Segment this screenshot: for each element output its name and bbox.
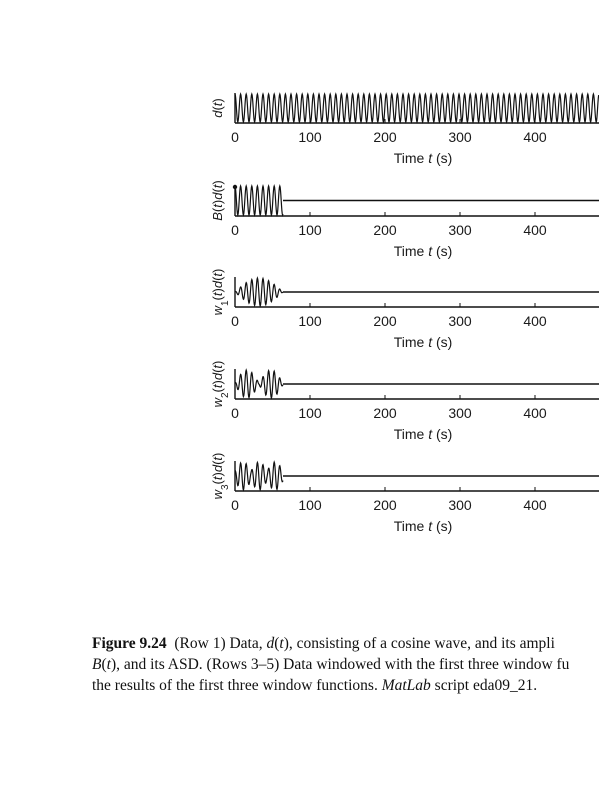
caption-figure-label: Figure 9.24 [92, 635, 167, 652]
chart-panel-4 [210, 361, 599, 442]
x-tick-label: 100 [298, 129, 322, 145]
chart-panel-5 [210, 453, 599, 534]
x-axis-label: Time t (s) [393, 243, 453, 259]
chart-panel-1 [210, 93, 599, 166]
y-axis-label: $w_2(t)d(t)$ [210, 360, 231, 408]
caption-line-3: the results of the first three window functions. MatLab script eda09_21. [92, 677, 538, 694]
x-tick-label: 300 [448, 222, 472, 238]
x-tick-label: 100 [298, 222, 322, 238]
x-tick-label: 0 [231, 313, 239, 329]
x-tick-label: 0 [231, 497, 239, 513]
x-tick-label: 200 [373, 405, 397, 421]
x-tick-label: 200 [373, 313, 397, 329]
y-axis-label: $w_1(t)d(t)$ [210, 268, 231, 316]
y-axis-label: $w_3(t)d(t)$ [210, 452, 231, 500]
caption-line [92, 654, 599, 675]
caption-line-2: B(t), and its ASD. (Rows 3–5) Data windowed with the first three window fu [92, 656, 570, 673]
signal-trace [235, 370, 283, 398]
x-tick-label: 300 [448, 497, 472, 513]
x-tick-label: 0 [231, 222, 239, 238]
x-axis-label: Time t (s) [393, 150, 453, 166]
x-tick-label: 100 [298, 405, 322, 421]
start-marker [233, 185, 237, 189]
x-tick-label: 400 [523, 129, 547, 145]
x-tick-label: 400 [523, 405, 547, 421]
signal-trace [235, 94, 599, 122]
y-axis-label: d(t) [210, 98, 225, 118]
x-axis-label: Time t (s) [393, 334, 453, 350]
x-tick-label: 200 [373, 129, 397, 145]
x-tick-label: 400 [523, 497, 547, 513]
x-tick-label: 300 [448, 129, 472, 145]
caption-line [92, 633, 599, 654]
signal-trace [235, 186, 283, 215]
figure-caption [92, 633, 599, 696]
x-tick-label: 0 [231, 129, 239, 145]
x-tick-label: 400 [523, 313, 547, 329]
x-tick-label: 300 [448, 405, 472, 421]
x-axis-label: Time t (s) [393, 518, 453, 534]
caption-line [92, 675, 599, 696]
x-tick-label: 200 [373, 222, 397, 238]
y-axis-label: B(t)d(t) [210, 180, 225, 221]
signal-trace [235, 462, 283, 490]
signal-trace [235, 278, 283, 306]
x-tick-label: 400 [523, 222, 547, 238]
x-tick-label: 0 [231, 405, 239, 421]
chart-panel-2 [210, 180, 599, 259]
x-tick-label: 100 [298, 497, 322, 513]
chart-panel-3 [210, 269, 599, 350]
x-tick-label: 200 [373, 497, 397, 513]
x-tick-label: 100 [298, 313, 322, 329]
x-tick-label: 300 [448, 313, 472, 329]
x-axis-label: Time t (s) [393, 426, 453, 442]
caption-line-1: (Row 1) Data, d(t), consisting of a cosine wave, and its ampli [174, 635, 555, 652]
